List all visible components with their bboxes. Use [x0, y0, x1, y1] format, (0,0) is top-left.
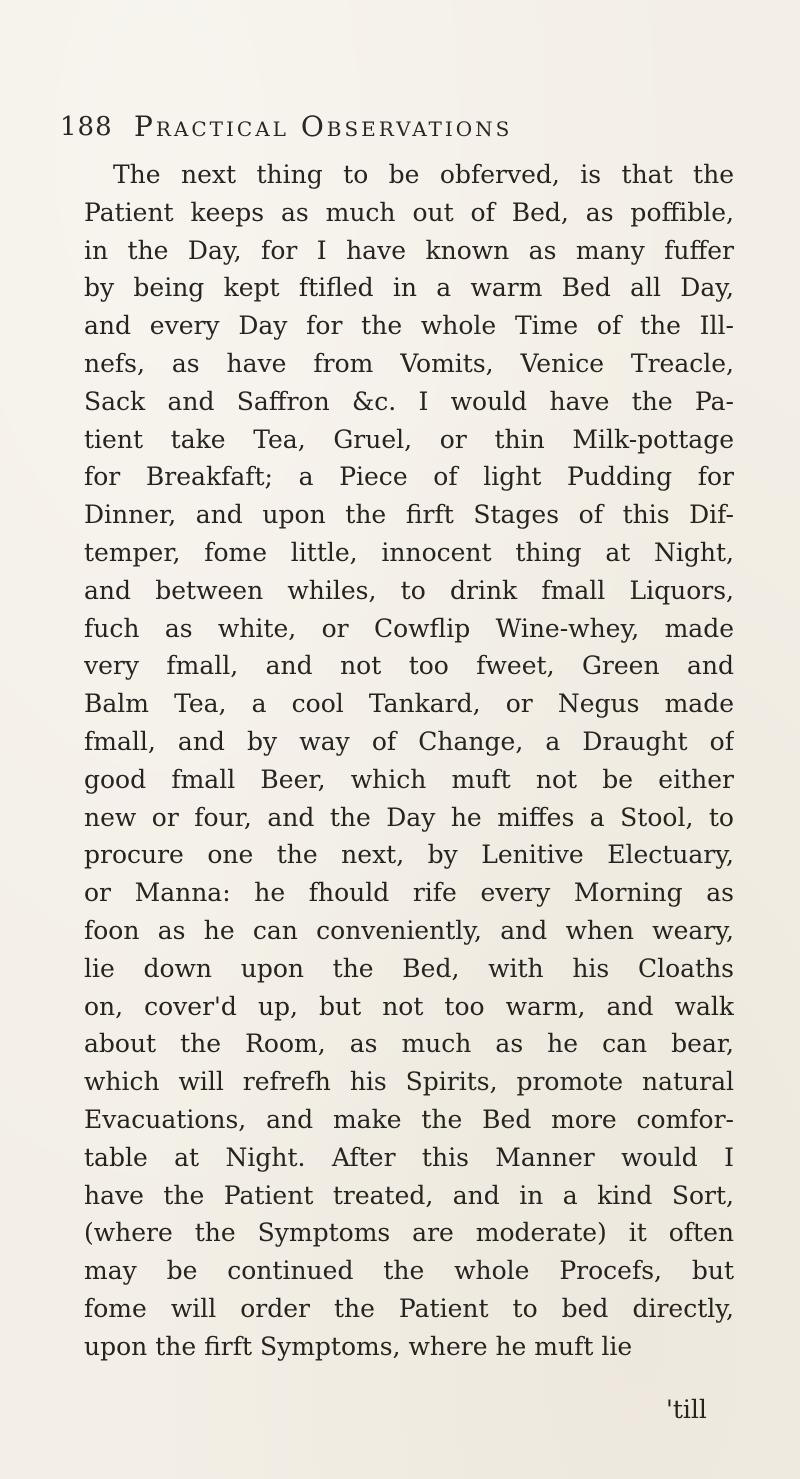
- text-line: fome will order the Patient to bed directly,: [84, 1293, 734, 1323]
- running-head-title: Practical Observations: [134, 110, 513, 143]
- text-line: on, cover'd up, but not too warm, and walk: [84, 991, 734, 1021]
- catchword: 'till: [666, 1395, 707, 1424]
- body-text: [84, 156, 734, 1366]
- text-line: fuch as white, or Cowflip Wine-whey, made: [84, 613, 734, 643]
- text-line: or Manna: he fhould rife every Morning as: [84, 878, 734, 908]
- text-line: have the Patient treated, and in a kind Sort,: [84, 1180, 734, 1210]
- text-line: which will refrefh his Spirits, promote natural: [84, 1067, 734, 1097]
- text-line: (where the Symptoms are moderate) it often: [84, 1218, 734, 1248]
- text-line: Patient keeps as much out of Bed, as poffible,: [84, 197, 734, 227]
- text-line: Evacuations, and make the Bed more comfor-: [84, 1104, 734, 1134]
- text-line: temper, fome little, innocent thing at Night,: [84, 537, 734, 567]
- text-line: table at Night. After this Manner would I: [84, 1142, 734, 1172]
- text-line: about the Room, as much as he can bear,: [84, 1029, 734, 1059]
- text-line: Dinner, and upon the firft Stages of this Dif-: [84, 500, 734, 530]
- text-line: upon the firft Symptoms, where he muft lie: [84, 1331, 633, 1361]
- text-line: for Breakfaft; a Piece of light Pudding for: [84, 462, 734, 492]
- text-line: very fmall, and not too fweet, Green and: [84, 651, 734, 681]
- text-line: Balm Tea, a cool Tankard, or Negus made: [84, 689, 734, 719]
- text-line: and between whiles, to drink fmall Liquors,: [84, 575, 734, 605]
- text-line: foon as he can conveniently, and when weary,: [84, 915, 734, 945]
- text-line: fmall, and by way of Change, a Draught of: [84, 726, 734, 756]
- text-line: in the Day, for I have known as many fuffer: [84, 235, 734, 265]
- text-line: Sack and Saffron &c. I would have the Pa-: [84, 386, 734, 416]
- text-line: The next thing to be obferved, is that the: [113, 160, 734, 189]
- text-line: and every Day for the whole Time of the Ill-: [84, 311, 734, 341]
- page-number: 188: [60, 112, 113, 142]
- text-line: by being kept ftifled in a warm Bed all Day,: [84, 273, 734, 303]
- text-line: tient take Tea, Gruel, or thin Milk-pottage: [84, 424, 734, 454]
- text-line: good fmall Beer, which muft not be either: [84, 764, 734, 794]
- text-line: lie down upon the Bed, with his Cloaths: [84, 953, 734, 983]
- running-head: [60, 110, 760, 160]
- text-line: nefs, as have from Vomits, Venice Treacle,: [84, 348, 734, 378]
- text-line: procure one the next, by Lenitive Electuary,: [84, 840, 734, 870]
- text-line: new or four, and the Day he miffes a Stool, to: [84, 802, 734, 832]
- text-line: may be continued the whole Procefs, but: [84, 1256, 734, 1286]
